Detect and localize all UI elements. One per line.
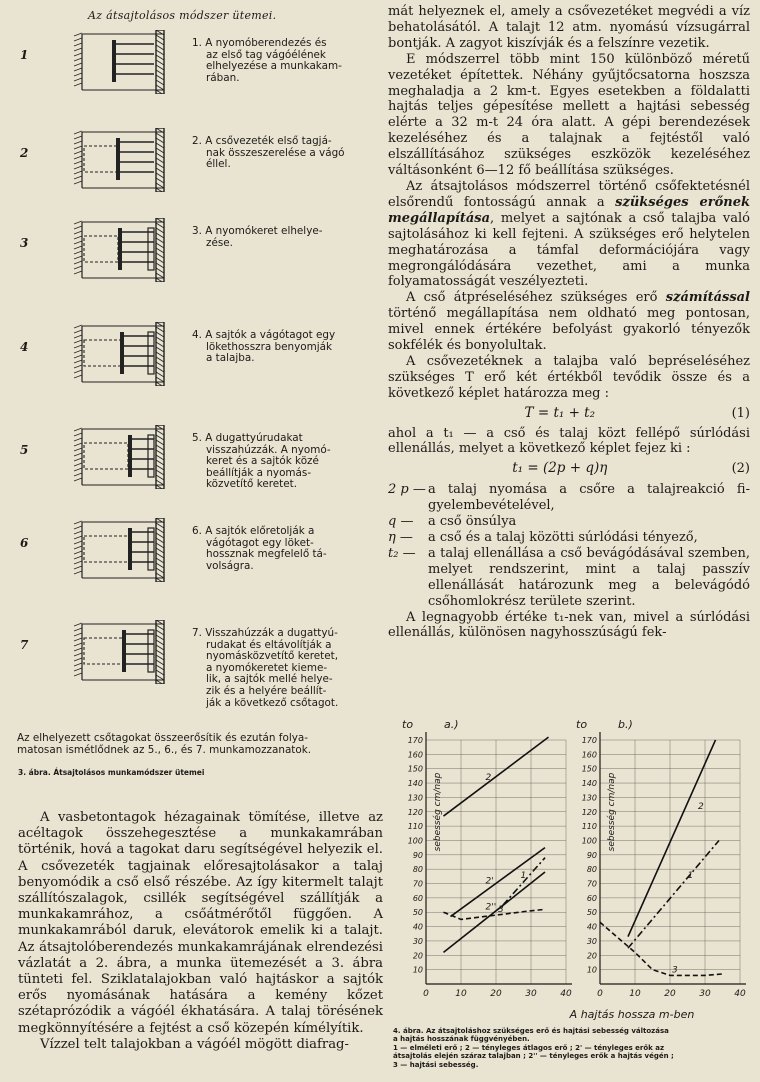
paragraph: E módszerrel több mint 150 különböző méretű vezetéket építettek. Néhány gyűjtőcsatorna hoszsza meghaladja a 2 km-t. Egyes esetekben a földalatti hajtás teljes gépesítése mellett a hajtási sebesség elérte a 32 m-t 24 óra alatt. A gépi berendezések kezeléséhez és a talajnak a fejtéstől való elszállításához szükséges eszközök kezeléséhez váltásonként 6—12 fő beállítása szükséges. (388, 51, 750, 179)
step-diagram (60, 425, 178, 489)
series-label: 1 (520, 870, 527, 881)
right-column (388, 4, 750, 641)
series-label: 3 (498, 905, 504, 916)
step-description-line: ják a következő csőtagot. (206, 696, 339, 709)
step-description-line: nak összeszerelése a vágó (206, 146, 345, 159)
step-description-line: 2. A csővezeték első tagjá- (192, 135, 332, 147)
step-description-line: közvetítő keretet. (206, 478, 298, 491)
y-axis-label: sebesség cm/nap (607, 772, 617, 852)
equation-formula: T = t₁ + t₂ (524, 404, 596, 421)
x-tick-label: 0 (597, 989, 603, 999)
step-description-line: zése. (206, 236, 233, 249)
step-diagram (60, 218, 178, 282)
figure3-note-line: matosan ismétlődnek az 5., 6., és 7. munkamozzanatok. (17, 744, 312, 756)
step-description (192, 330, 378, 365)
step-diagram (60, 30, 178, 94)
figure3-note-line: Az elhelyezett csőtagokat összeerősítik és ezután folya- (17, 732, 308, 744)
equation-formula: t₁ = (2p + q)η (512, 460, 608, 477)
y-tick-label: 70 (412, 879, 423, 889)
caption-line: 4. ábra. Az átsajtoláshoz szükséges erő és hajtási sebesség változása (393, 1027, 669, 1035)
y-tick-label: 30 (412, 936, 423, 946)
y-tick-label: 80 (412, 865, 423, 875)
definition-symbol: η — (388, 530, 413, 545)
series-label: 2 (698, 801, 704, 812)
step-description-line: a talajba. (206, 352, 255, 365)
x-tick-label: 40 (734, 989, 746, 999)
y-tick-label: 120 (581, 807, 597, 817)
x-tick-label: 30 (699, 989, 711, 999)
series-label: 1 (687, 870, 694, 881)
step-description-line: rudakat és eltávolítják a (206, 638, 332, 651)
y-tick-label: 50 (412, 908, 423, 918)
step-diagram (60, 322, 178, 386)
definition-text: a talaj nyomása a csőre a talajreakció figyelembevételével, (428, 482, 750, 514)
y-top-label: to (576, 718, 588, 731)
x-tick-label: 10 (629, 989, 641, 999)
step-description-line: 3. A nyomókeret elhelye- (192, 225, 323, 237)
y-tick-label: 80 (586, 865, 597, 875)
caption-line: a hajtás hosszának függvényében. (393, 1035, 530, 1044)
definition-symbol: t₂ — (388, 545, 416, 561)
step-description-line: volságra. (206, 559, 254, 572)
step-description (192, 38, 378, 84)
x-axis-label: A hajtás hossza m-ben (569, 1008, 695, 1021)
y-tick-label: 60 (586, 893, 597, 903)
y-tick-label: 10 (412, 965, 423, 975)
series-label: 2 (485, 773, 492, 784)
step-number: 7 (20, 638, 29, 652)
figure3-caption: 3. ábra. Átsajtolásos munkamódszer ütemei (18, 768, 205, 777)
series-line (628, 740, 716, 937)
y-tick-label: 170 (581, 736, 597, 745)
paragraph: A csővezetéknek a talajba való bepréseléséhez szükséges T erő két értékből tevődik össze és a következő képlet határozza meg : (388, 353, 750, 401)
y-tick-label: 130 (581, 793, 597, 803)
y-tick-label: 160 (581, 750, 597, 760)
y-tick-label: 100 (581, 836, 597, 846)
y-tick-label: 60 (412, 893, 423, 903)
step-number: 3 (20, 236, 29, 250)
step-description-line: rában. (206, 71, 240, 84)
figure3-note (17, 732, 387, 756)
step-description-line: zik és a helyére beállít- (206, 684, 327, 697)
definition-text: a cső és a talaj közötti súrlódási tényező, (428, 530, 698, 545)
series-line (600, 922, 723, 975)
y-tick-label: 170 (407, 736, 423, 745)
definition-item (388, 514, 750, 530)
step-description-line: az első tag vágóélének (206, 48, 326, 61)
y-tick-label: 100 (407, 836, 423, 846)
y-tick-label: 130 (407, 793, 423, 803)
step-number: 6 (20, 536, 29, 550)
emphasis: szükséges erőnek megállapítása (388, 194, 751, 226)
y-tick-label: 150 (407, 764, 423, 774)
panel-label: b.) (618, 718, 633, 731)
equation-1 (388, 402, 750, 426)
step-description-line: 1. A nyomóberendezés és (192, 37, 327, 49)
step-diagram (60, 128, 178, 192)
x-tick-label: 30 (525, 989, 537, 999)
equation-number: (1) (731, 405, 750, 421)
caption-line: 3 — hajtási sebesség. (393, 1060, 479, 1069)
x-tick-label: 10 (455, 989, 467, 999)
panel-label: a.) (444, 718, 459, 731)
y-tick-label: 40 (586, 922, 597, 932)
step-description (192, 433, 378, 491)
paragraph: Vízzel telt talajokban a vágóél mögött diafrag- (40, 1036, 349, 1052)
series-label: 3 (672, 965, 678, 976)
paragraph: A legnagyobb értéke t₁-nek van, mivel a súrlódási ellenállás, különösen nagyhosszúságú fek- (388, 609, 750, 641)
equation-number: (2) (731, 461, 750, 477)
step-description-line: éllel. (206, 158, 231, 171)
y-axis-label: sebesség cm/nap (433, 772, 443, 852)
step-description-line: nyomásközvetítő keretet, (206, 650, 339, 663)
series-label: 2'' (485, 902, 497, 913)
definition-symbol: q — (388, 514, 414, 530)
step-description-line: lik, a sajtók mellé helye- (206, 673, 333, 686)
x-tick-label: 0 (423, 989, 429, 999)
step-description-line: hossznak megfelelő tá- (206, 548, 327, 561)
step-description (192, 226, 378, 249)
chart-svg (392, 712, 754, 1030)
step-number: 5 (20, 443, 29, 457)
text-span: , melyet a sajtónak a cső talajba való sajtolásához ki kell fejteni. A szükséges erő helytelen meghatározása a támfal deformációjára vagy megrongálódására vezethet, ami a munka folyamatosságát veszélyezteti. (388, 210, 750, 290)
equation-2 (388, 457, 750, 481)
step-description (192, 526, 378, 572)
step-description-line: 5. A dugattyúrudakat (192, 432, 303, 444)
y-tick-label: 140 (407, 779, 423, 789)
y-tick-label: 110 (407, 822, 423, 832)
step-description (192, 136, 378, 171)
y-tick-label: 10 (586, 965, 597, 975)
paragraph (388, 179, 750, 290)
step-description-line: vágótagot egy löket- (206, 536, 314, 549)
step-diagram (60, 620, 178, 684)
step-description-line: 6. A sajtók előretolják a (192, 525, 315, 537)
y-tick-label: 90 (586, 850, 597, 860)
step-number: 1 (20, 48, 29, 62)
step-description-line: a nyomókeretet kieme- (206, 661, 328, 674)
series-line (628, 840, 719, 948)
figure3-title: Az átsajtolásos módszer ütemei. (88, 9, 277, 22)
step-description-line: 4. A sajtók a vágótagot egy (192, 329, 336, 341)
definition-text: a talaj ellenállása a cső bevágódásával szemben, melyet rendszerint, mint a talaj passzív ellenállását határozunk meg a belevágódó csőhomlokrész területe szerint. (428, 545, 750, 609)
figure4-chart (392, 712, 754, 1030)
paragraph: ahol a t₁ — a cső és talaj közt fellépő súrlódási ellenállás, melyet a következő képlet fejez ki : (388, 425, 750, 457)
x-tick-label: 20 (664, 989, 676, 999)
step-description (192, 628, 378, 709)
step-description-line: elhelyezése a munkakam- (206, 60, 342, 73)
step-number: 2 (20, 146, 29, 160)
y-top-label: to (402, 718, 414, 731)
step-diagram (60, 518, 178, 582)
caption-line: 1 — elméleti erő ; 2 — tényleges átlagos erő ; 2' — tényleges erők az (393, 1043, 665, 1052)
definition-item (388, 546, 750, 610)
x-tick-label: 20 (490, 989, 502, 999)
definition-item (388, 482, 750, 514)
y-tick-label: 160 (407, 750, 423, 760)
y-tick-label: 150 (581, 764, 597, 774)
y-tick-label: 20 (412, 951, 423, 961)
paragraph (388, 290, 750, 354)
y-tick-label: 110 (581, 822, 597, 832)
chart-panel (402, 718, 572, 999)
y-tick-label: 70 (586, 879, 597, 889)
definition-symbol: 2 p — (388, 482, 426, 498)
figure4-caption (393, 1027, 753, 1069)
y-tick-label: 20 (586, 951, 597, 961)
y-tick-label: 50 (586, 908, 597, 918)
y-tick-label: 90 (412, 850, 423, 860)
x-tick-label: 40 (560, 989, 572, 999)
chart-panel (576, 718, 746, 999)
emphasis: számítással (665, 290, 750, 306)
text-span: Az átsajtolásos módszerrel történő csőfektetésnél elsőrendű fontosságú annak a (388, 178, 750, 210)
paragraph: A vasbetontagok hézagainak tömítése, illetve az acéltagok összehegesztése a munkakamrában történik, hová a tagokat daru segítségével helyezik el. A csővezeték tagjainak előresajtolásakor a talaj benyomódik a cső első részébe. Az így kitermelt talajt szállítószalagok, csillék segítségével szállítják a munkakamrához, a csőátmérőtől függően. A munkakamrából daruk, elevátorok emelik ki a talajt. Az átsajtolóberendezés munkakamrájának elrendezési vázlatát a 2. ábra, a munka ütemezését a 3. ábra tünteti fel. Sziklatalajokban való hajtáskor a sajtók erős nyomásának hatására a kemény kőzet szétaprózódik a vágóél ékhatására. A talaj törésének megkönnyítésére a fejtést a cső közepén kímélyítik. (18, 810, 383, 1036)
y-tick-label: 30 (586, 936, 597, 946)
step-description-line: lökethosszra benyomják (206, 340, 332, 353)
left-body-text (18, 810, 383, 1053)
step-description-line: keret és a sajtók közé (206, 455, 319, 468)
text-span: A cső átpréseléséhez szükséges erő (406, 290, 666, 306)
step-description-line: beállítják a nyomás- (206, 466, 312, 479)
paragraph: mát helyeznek el, amely a csővezetéket megvédi a víz behatolásától. A talajt 12 atm. nyomású vízsugárral bontják. A zagyot kiszívják és a felszínre vezetik. (388, 4, 750, 51)
step-description-line: 7. Visszahúzzák a dugattyú- (192, 627, 338, 639)
y-tick-label: 140 (581, 779, 597, 789)
step-number: 4 (20, 340, 29, 354)
y-tick-label: 40 (412, 922, 423, 932)
text-span: történő megállapítása nem oldható meg pontosan, mivel ennek értékére befolyást gyakorló tényezők sokfélék és bonyolultak. (388, 306, 750, 354)
series-label: 2' (485, 876, 494, 887)
definition-text: a cső önsúlya (428, 514, 517, 530)
definition-item (388, 530, 750, 546)
definition-list (388, 482, 750, 609)
y-tick-label: 120 (407, 807, 423, 817)
step-description-line: visszahúzzák. A nyomó- (206, 443, 331, 456)
caption-line: átsajtolás elején száraz talajban ; 2'' — tényleges erők a hajtás végén ; (393, 1052, 674, 1061)
